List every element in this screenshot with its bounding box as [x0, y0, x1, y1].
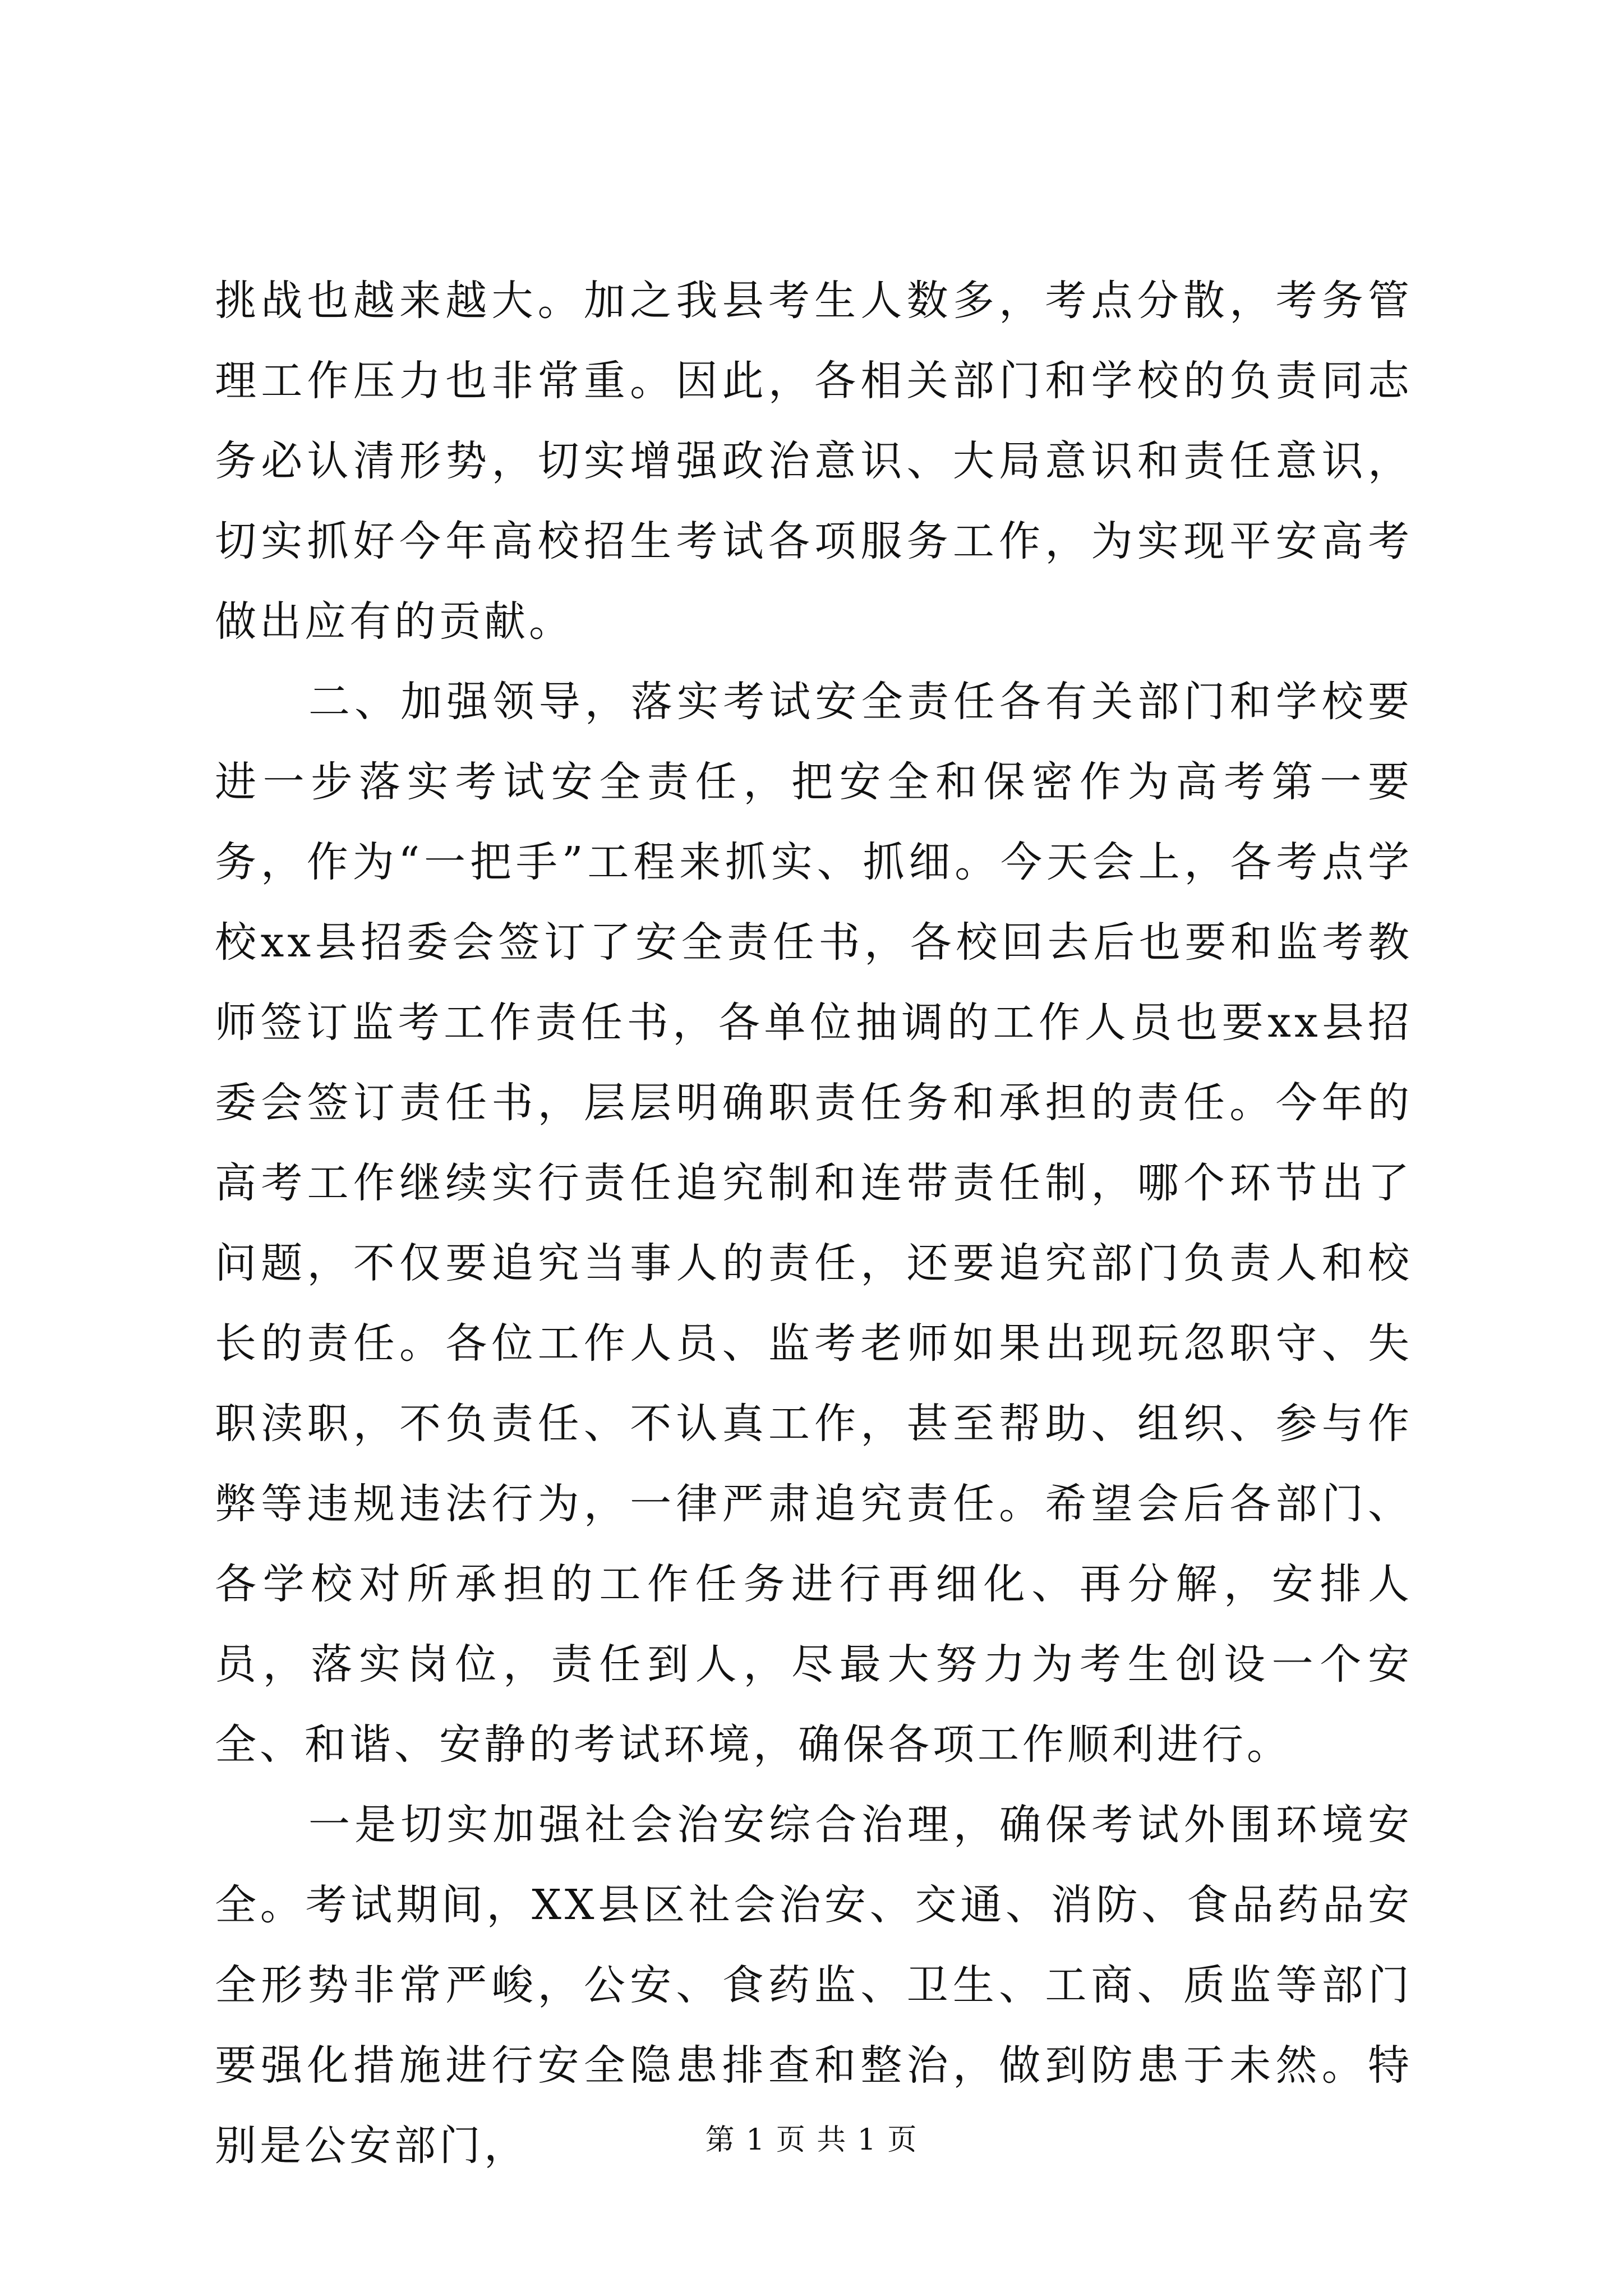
paragraph-responsibility: 二、加强领导，落实考试安全责任各有关部门和学校要进一步落实考试安全责任，把安全和保密作为高考第一要务，作为“一把手”工程来抓实、抓细。今天会上，各考点学校xx县招委会签订了安全责任书，各校回去后也要和监考教师签订监考工作责任书，各单位抽调的工作人员也要xx县招委会签订责任书，层层明确职责任务和承担的责任。今年的高考工作继续实行责任追究制和连带责任制，哪个环节出了问题，不仅要追究当事人的责任，还要追究部门负责人和校长的责任。各位工作人员、监考老师如果出现玩忽职守、失职渎职，不负责任、不认真工作，甚至帮助、组织、参与作弊等违规违法行为，一律严肃追究责任。希望会后各部门、各学校对所承担的工作任务进行再细化、再分解，安排人员，落实岗位，责任到人，尽最大努力为考生创设一个安全、和谐、安静的考试环境，确保各项工作顺利进行。: [215, 678, 1413, 1769]
body-text: [215, 261, 1413, 2186]
paragraph-situation: 挑战也越来越大。加之我县考生人数多，考点分散，考务管理工作压力也非常重。因此，各相关部门和学校的负责同志务必认清形势，切实增强政治意识、大局意识和责任意识，切实抓好今年高校招生考试各项服务工作，为实现平安高考做出应有的贡献。: [215, 277, 1413, 646]
paragraph-public-security: 一是切实加强社会治安综合治理，确保考试外围环境安全。考试期间，XX县区社会治安、交通、消防、食品药品安全形势非常严峻，公安、食药监、卫生、工商、质监等部门要强化措施进行安全隐患排查和整治，做到防患于未然。特别是公安部门，: [215, 1801, 1413, 2170]
page-footer: 第 1 页 共 1 页: [705, 2123, 918, 2157]
